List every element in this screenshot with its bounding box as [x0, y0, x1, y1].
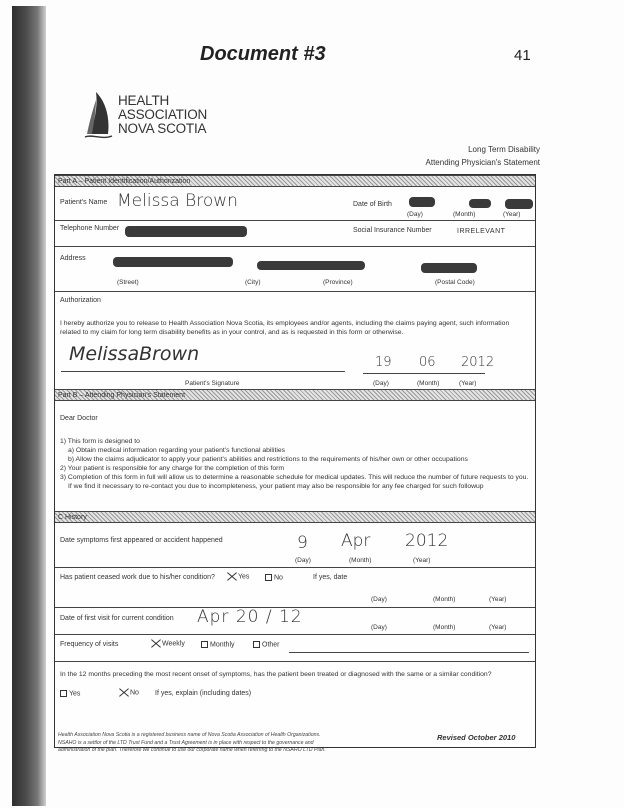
dob-month-caption: (Month): [453, 211, 476, 218]
authorization-heading: Authorization: [60, 297, 101, 304]
symptoms-year-caption: (Year): [413, 557, 431, 564]
symptoms-date-label: Date symptoms first appeared or accident happened: [60, 537, 223, 544]
form-type-line-2: Attending Physician's Statement: [425, 158, 540, 167]
sin-field[interactable]: IRRELEVANT: [457, 228, 506, 235]
sailboat-icon: [84, 90, 114, 142]
checkbox-icon: [201, 641, 208, 648]
logo-line-2: ASSOCIATION: [118, 107, 208, 122]
telephone-redacted: [125, 226, 247, 237]
date-line: [363, 373, 485, 374]
prior-yes-option[interactable]: [60, 690, 80, 697]
history-banner: C History: [55, 511, 535, 523]
dob-year-caption: (Year): [503, 211, 521, 218]
freq-monthly-option[interactable]: [201, 641, 235, 648]
checkbox-icon: [60, 690, 67, 697]
checked-box-icon: [227, 572, 237, 581]
prior-condition-question: In the 12 months preceding the most recent onset of symptoms, has the patient been treated or diagnosed with the same or a similar condition?: [60, 671, 492, 678]
ceased-year-caption: (Year): [489, 596, 507, 603]
instruction-2: 2) Your patient is responsible for any charge for the completion of this form: [60, 465, 285, 472]
dob-day-redacted: [409, 197, 435, 207]
symptoms-year-field[interactable]: 2012: [405, 531, 449, 551]
divider: [55, 567, 535, 568]
freq-weekly-option[interactable]: [151, 639, 185, 648]
ltd-form: [54, 174, 536, 748]
divider: [55, 634, 535, 635]
freq-weekly-label: Weekly: [162, 640, 185, 648]
instruction-3: 3) Completion of this form in full will allow us to determine a reasonable schedule for medical updates. This will reduce the number of future requests to you. If we find it necessary to re-contact you due to incompleteness, your patient may also be responsible for any fee charged for such followup: [60, 474, 529, 490]
sign-year-caption: (Year): [459, 380, 477, 387]
dob-day-caption: (Day): [407, 211, 423, 218]
authorization-text: I hereby authorize you to release to Health Association Nova Scotia, its employees and/or agents, including the claims paying agent, such information related to my claim for long term disability benefits as in your control, and as is requested in this form or otherwise.: [60, 320, 510, 336]
dob-label: Date of Birth: [353, 201, 392, 208]
sign-day-field[interactable]: 19: [375, 355, 392, 370]
document-title: Document #3: [200, 43, 326, 65]
telephone-label: Telephone Number: [60, 225, 120, 232]
ceased-work-label: Has patient ceased work due to his/her condition?: [60, 574, 215, 581]
sign-day-caption: (Day): [373, 380, 389, 387]
ceased-month-caption: (Month): [433, 596, 456, 603]
signature-line: [61, 371, 345, 372]
revision-date: Revised October 2010: [437, 733, 516, 742]
footer-legal-text: [58, 732, 358, 755]
page-number: 41: [514, 47, 531, 64]
first-visit-day-caption: (Day): [371, 624, 387, 631]
street-redacted: [113, 257, 233, 267]
scanner-shadow-edge: [12, 6, 46, 806]
checkbox-icon: [265, 574, 272, 581]
ceased-day-caption: (Day): [371, 596, 387, 603]
address-label: Address: [60, 255, 86, 262]
ceased-no-option[interactable]: [265, 574, 283, 581]
symptoms-day-caption: (Day): [295, 557, 311, 564]
symptoms-day-field[interactable]: 9: [297, 533, 308, 553]
province-caption: (Province): [323, 279, 353, 286]
prior-no-label: No: [130, 689, 139, 697]
footer-line-1: Health Association Nova Scotia is a registered business name of Nova Scotia Association of Health Organizations.: [58, 732, 321, 738]
signature-caption: Patient's Signature: [185, 380, 240, 387]
instructions: [60, 437, 530, 491]
part-b-banner: Part B – Attending Physician's Statement: [55, 389, 535, 401]
footer-line-2: NSAHO is a settlor of the LTD Trust Fund and a Trust Agreement is in place with respect to the governance and: [58, 739, 314, 746]
dob-year-redacted: [505, 199, 533, 209]
part-a-banner: Part A – Patient Identification/Authorization: [55, 175, 535, 187]
freq-other-label: Other: [262, 641, 280, 649]
footer-line-3: administration of the plan. Therefore we continue to use our corporate name when referring to the NSAHO LTD Plan.: [58, 747, 326, 753]
if-yes-date-label: If yes, date: [313, 574, 348, 581]
checked-box-icon: [119, 688, 129, 697]
form-type: [426, 143, 540, 169]
checked-box-icon: [151, 639, 161, 648]
postal-code-redacted: [421, 263, 477, 273]
divider: [55, 291, 535, 292]
instruction-1a: a) Obtain medical information regarding your patient's functional abilities: [68, 447, 286, 454]
patient-name-label: Patient's Name: [60, 199, 108, 206]
frequency-label: Frequency of visits: [60, 641, 119, 648]
form-type-line-1: Long Term Disability: [468, 145, 540, 154]
divider: [55, 246, 535, 247]
street-caption: (Street): [117, 279, 139, 286]
symptoms-month-caption: (Month): [349, 557, 372, 564]
sign-month-field[interactable]: 06: [419, 355, 436, 370]
logo-line-1: HEALTH: [118, 93, 170, 108]
instruction-1b: b) Allow the claims adjudicator to apply your patient's abilities and restrictions to the requirements of his/her own or other occupations: [68, 456, 468, 463]
freq-monthly-label: Monthly: [210, 641, 235, 649]
patient-name-field[interactable]: Melissa Brown: [117, 191, 238, 211]
dob-month-redacted: [469, 199, 491, 208]
city-province-redacted: [257, 261, 365, 270]
city-caption: (City): [245, 279, 261, 286]
organization-logo: [84, 90, 214, 145]
sign-month-caption: (Month): [417, 380, 440, 387]
prior-yes-label: Yes: [69, 690, 81, 698]
first-visit-month-caption: (Month): [433, 624, 456, 631]
first-visit-year-caption: (Year): [489, 624, 507, 631]
first-visit-label: Date of first visit for current condition: [60, 615, 174, 622]
logo-line-3: NOVA SCOTIA: [118, 121, 207, 136]
ceased-no-label: No: [274, 574, 283, 582]
other-frequency-line[interactable]: [289, 652, 529, 653]
instruction-1: 1) This form is designed to: [60, 438, 140, 445]
dear-doctor: Dear Doctor: [60, 415, 98, 422]
symptoms-month-field[interactable]: Apr: [341, 531, 371, 551]
freq-other-option[interactable]: [253, 641, 280, 648]
ceased-yes-label: Yes: [238, 573, 250, 581]
divider: [55, 220, 535, 221]
prior-explain-label: If yes, explain (including dates): [155, 690, 252, 697]
patient-signature[interactable]: MelissaBrown: [69, 343, 200, 365]
sign-year-field[interactable]: 2012: [461, 355, 495, 370]
sin-label: Social Insurance Number: [353, 227, 432, 234]
postal-code-caption: (Postal Code): [435, 279, 475, 286]
first-visit-field[interactable]: Apr 20 / 12: [197, 607, 303, 627]
divider: [55, 661, 535, 662]
prior-no-option[interactable]: [119, 688, 139, 697]
ceased-yes-option[interactable]: [227, 572, 249, 581]
checkbox-icon: [253, 641, 260, 648]
